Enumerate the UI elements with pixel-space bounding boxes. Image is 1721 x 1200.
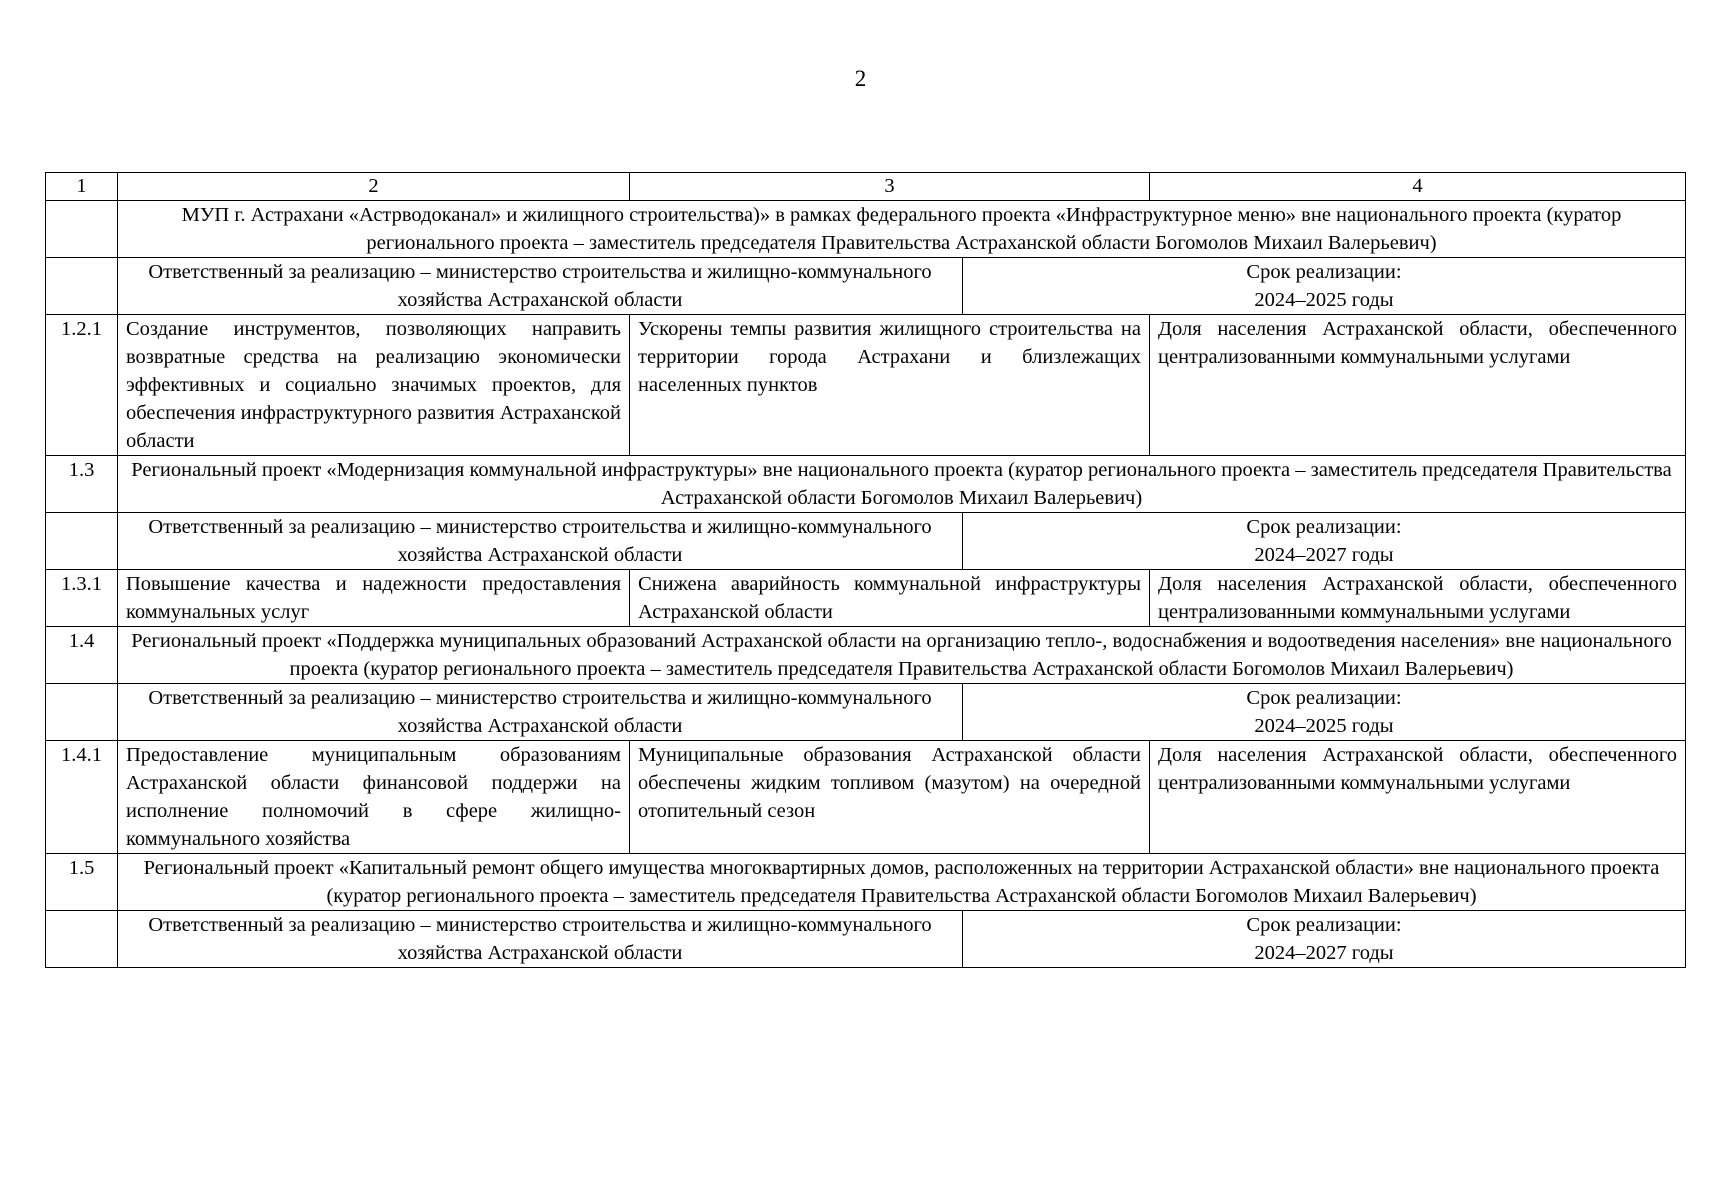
table-row [46, 741, 1686, 854]
result-cell: Ускорены темпы развития жилищного строительства на территории города Астрахани и близлежащих населенных пунктов [630, 315, 1150, 456]
term-label: Срок реализации: [1246, 261, 1402, 283]
responsible-party: Ответственный за реализацию – министерство строительства и жилищно-коммунального хозяйства Астраханской области [118, 911, 963, 967]
table-row [46, 854, 1686, 911]
project-title: Региональный проект «Капитальный ремонт общего имущества многоквартирных домов, расположенных на территории Астраханской области» вне национального проекта (куратор регионального проекта – заместитель председателя Правительства Астраханской области Богомолов Михаил Валерьевич) [118, 854, 1686, 911]
term-value: 2024–2025 годы [1254, 289, 1394, 311]
project-title: МУП г. Астрахани «Астрводоканал» и жилищного строительства)» в рамках федерального проекта «Инфраструктурное меню» вне национального проекта (куратор регионального проекта – заместитель председателя Правительства Астраханской области Богомолов Михаил Валерьевич) [118, 201, 1686, 258]
indicator-cell: Доля населения Астраханской области, обеспеченного централизованными коммунальными услугами [1150, 315, 1686, 456]
term-label: Срок реализации: [1246, 687, 1402, 709]
row-number: 1.4.1 [46, 741, 118, 854]
implementation-term [963, 258, 1685, 314]
header-col-3: 3 [630, 173, 1150, 201]
implementation-term [963, 684, 1685, 740]
responsibility-row [118, 684, 1686, 741]
header-col-1: 1 [46, 173, 118, 201]
header-col-2: 2 [118, 173, 630, 201]
responsibility-row [118, 513, 1686, 570]
table-row [46, 911, 1686, 968]
result-cell: Муниципальные образования Астраханской области обеспечены жидким топливом (мазутом) на очередной отопительный сезон [630, 741, 1150, 854]
table-row [46, 201, 1686, 258]
task-cell: Создание инструментов, позволяющих направить возвратные средства на реализацию экономически эффективных и социально значимых проектов, для обеспечения инфраструктурного развития Астраханской области [118, 315, 630, 456]
responsibility-row [118, 258, 1686, 315]
table-header-row [46, 173, 1686, 201]
row-number [46, 684, 118, 741]
row-number [46, 513, 118, 570]
row-number: 1.3.1 [46, 570, 118, 627]
term-label: Срок реализации: [1246, 516, 1402, 538]
row-number: 1.2.1 [46, 315, 118, 456]
term-value: 2024–2027 годы [1254, 544, 1394, 566]
table-row [46, 456, 1686, 513]
result-cell: Снижена аварийность коммунальной инфраструктуры Астраханской области [630, 570, 1150, 627]
table-row [46, 570, 1686, 627]
table-row [46, 627, 1686, 684]
task-cell: Предоставление муниципальным образованиям Астраханской области финансовой поддержи на исполнение полномочий в сфере жилищно-коммунального хозяйства [118, 741, 630, 854]
responsibility-row [118, 911, 1686, 968]
table-row [46, 684, 1686, 741]
row-number: 1.3 [46, 456, 118, 513]
responsible-party: Ответственный за реализацию – министерство строительства и жилищно-коммунального хозяйства Астраханской области [118, 684, 963, 740]
term-label: Срок реализации: [1246, 914, 1402, 936]
indicator-cell: Доля населения Астраханской области, обеспеченного централизованными коммунальными услугами [1150, 741, 1686, 854]
indicator-cell: Доля населения Астраханской области, обеспеченного централизованными коммунальными услугами [1150, 570, 1686, 627]
projects-table [45, 172, 1686, 968]
project-title: Региональный проект «Модернизация коммунальной инфраструктуры» вне национального проекта (куратор регионального проекта – заместитель председателя Правительства Астраханской области Богомолов Михаил Валерьевич) [118, 456, 1686, 513]
term-value: 2024–2025 годы [1254, 715, 1394, 737]
row-number: 1.4 [46, 627, 118, 684]
term-value: 2024–2027 годы [1254, 942, 1394, 964]
responsible-party: Ответственный за реализацию – министерство строительства и жилищно-коммунального хозяйства Астраханской области [118, 258, 963, 314]
implementation-term [963, 911, 1685, 967]
page-number: 2 [854, 66, 867, 91]
row-number: 1.5 [46, 854, 118, 911]
implementation-term [963, 513, 1685, 569]
header-col-4: 4 [1150, 173, 1686, 201]
row-number [46, 911, 118, 968]
table-row [46, 258, 1686, 315]
project-title: Региональный проект «Поддержка муниципальных образований Астраханской области на организацию тепло-, водоснабжения и водоотведения населения» вне национального проекта (куратор регионального проекта – заместитель председателя Правительства Астраханской области Богомолов Михаил Валерьевич) [118, 627, 1686, 684]
row-number [46, 201, 118, 258]
table-row [46, 315, 1686, 456]
responsible-party: Ответственный за реализацию – министерство строительства и жилищно-коммунального хозяйства Астраханской области [118, 513, 963, 569]
row-number [46, 258, 118, 315]
task-cell: Повышение качества и надежности предоставления коммунальных услуг [118, 570, 630, 627]
table-row [46, 513, 1686, 570]
